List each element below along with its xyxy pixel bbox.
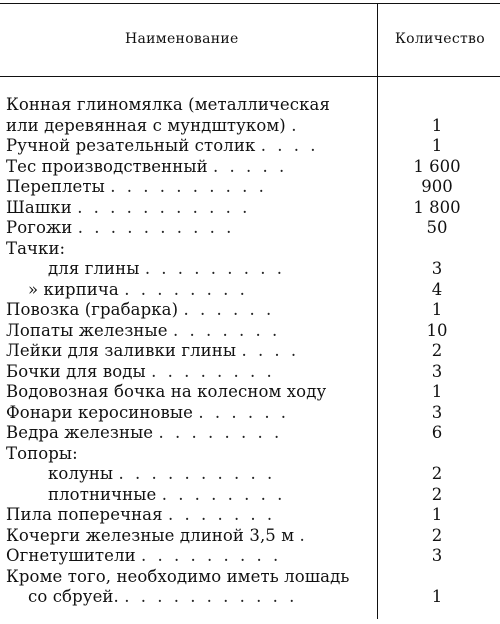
table-row (0, 239, 500, 260)
name-column-header: Наименование (125, 31, 239, 47)
item-name (6, 403, 289, 423)
item-name (6, 198, 250, 218)
item-name (6, 362, 275, 382)
item-name (6, 526, 308, 546)
item-label: Повозка (грабарка) (6, 300, 179, 319)
leader-dots: . . . . (241, 341, 300, 360)
item-quantity: 2 (431, 525, 443, 545)
table-row (0, 157, 500, 178)
item-label: со сбруей. (28, 587, 119, 606)
table-body (0, 95, 500, 608)
table-row (0, 198, 500, 219)
item-name (6, 95, 330, 115)
item-name (6, 444, 78, 464)
item-name (28, 587, 297, 607)
leader-dots: . . . . . . . . (124, 279, 248, 299)
item-quantity: 1 800 (413, 197, 461, 217)
item-quantity: 3 (431, 546, 443, 565)
item-label: Водовозная бочка на колесном ходу (6, 382, 327, 401)
leader-dots: . . . . . (213, 156, 288, 176)
item-quantity: 1 600 (413, 156, 461, 176)
item-label: или деревянная с мундштуком) (6, 115, 286, 135)
item-name (6, 321, 280, 341)
leader-dots: . . . . . . . . . . . (124, 587, 298, 606)
item-quantity: 10 (426, 320, 448, 340)
item-name (6, 116, 299, 136)
item-label: Тачки: (6, 238, 66, 258)
item-label: Рогожи (6, 218, 73, 237)
item-label: Бочки для воды (6, 361, 146, 381)
item-label: для глины (48, 259, 140, 278)
item-quantity: 2 (431, 484, 443, 504)
item-name (28, 280, 248, 300)
item-quantity: 2 (431, 464, 443, 483)
table-row (0, 464, 500, 485)
item-label: Лейки для заливки глины (6, 341, 237, 360)
item-label: » кирпича (28, 279, 119, 299)
leader-dots: . . . . . . . . . . (77, 218, 235, 237)
item-name (6, 546, 281, 566)
table-row (0, 177, 500, 198)
item-label: Пила поперечная (6, 505, 163, 524)
table-row (0, 300, 500, 321)
item-label: Топоры: (6, 443, 78, 463)
table-row (0, 136, 500, 157)
leader-dots: . . . . . . . (167, 505, 276, 524)
item-name (6, 567, 349, 587)
item-name (6, 136, 318, 156)
item-name (48, 485, 285, 505)
table-row (0, 259, 500, 280)
header-rule (0, 76, 500, 77)
item-label: плотничные (48, 484, 157, 504)
item-name (6, 157, 287, 177)
leader-dots: . (299, 525, 308, 545)
item-label: Кочерги железные длиной 3,5 м (6, 525, 295, 545)
table-row (0, 218, 500, 239)
table-row (0, 116, 500, 137)
leader-dots: . . . . . . (183, 300, 275, 319)
leader-dots: . . . . . . . . . . . (77, 197, 251, 217)
table-row (0, 505, 500, 526)
item-label: Ведра железные (6, 423, 154, 442)
item-quantity: 3 (431, 361, 443, 381)
item-label: Огнетушители (6, 546, 136, 565)
leader-dots: . . . . . . . . (161, 484, 286, 504)
item-label: Лопаты железные (6, 320, 168, 340)
item-quantity: 1 (431, 300, 443, 319)
table-row (0, 321, 500, 342)
leader-dots: . . . . . . . . (151, 361, 275, 381)
item-label: Шашки (6, 197, 72, 217)
top-rule (0, 3, 500, 4)
item-name (6, 505, 275, 525)
table-row (0, 526, 500, 547)
table-row (0, 382, 500, 403)
item-quantity: 1 (431, 505, 443, 524)
item-quantity: 1 (431, 382, 443, 401)
item-name (6, 177, 267, 197)
quantity-column-header: Количество (395, 31, 485, 47)
table-row (0, 341, 500, 362)
item-name (6, 300, 274, 320)
table-row (0, 403, 500, 424)
item-label: Тес производственный (6, 156, 208, 176)
item-quantity: 1 (431, 115, 443, 135)
item-quantity: 4 (431, 279, 443, 299)
table-row (0, 280, 500, 301)
table-row (0, 95, 500, 116)
item-quantity: 3 (431, 259, 443, 278)
table-row (0, 444, 500, 465)
leader-dots: . (291, 115, 300, 135)
table-row (0, 587, 500, 608)
table-row (0, 567, 500, 588)
item-label: Конная глиномялка (металлическая (6, 95, 330, 114)
leader-dots: . . . . . . . . (158, 423, 283, 442)
item-quantity: 6 (431, 423, 443, 442)
item-name (6, 218, 234, 238)
leader-dots: . . . . . . . . . (141, 546, 282, 565)
leader-dots: . . . . . . . . . . (118, 464, 276, 483)
item-name (6, 423, 282, 443)
item-label: Фонари керосиновые (6, 402, 193, 422)
leader-dots: . . . . . . . . . (144, 259, 285, 278)
item-quantity: 1 (431, 587, 443, 606)
item-label: колуны (48, 464, 114, 483)
item-label: Ручной резательный столик (6, 136, 256, 155)
item-label: Кроме того, необходимо иметь лошадь (6, 566, 350, 586)
table-row (0, 423, 500, 444)
leader-dots: . . . . . . . (173, 320, 281, 340)
item-quantity: 1 (431, 136, 443, 155)
leader-dots: . . . . (260, 136, 319, 155)
leader-dots: . . . . . . . . . . (110, 177, 267, 196)
table-row (0, 546, 500, 567)
item-name (6, 341, 299, 361)
item-quantity: 900 (421, 177, 453, 196)
item-name (6, 382, 326, 402)
item-quantity: 50 (426, 218, 448, 237)
item-name (48, 259, 285, 279)
table-row (0, 485, 500, 506)
item-quantity: 2 (431, 341, 443, 360)
leader-dots: . . . . . . (198, 402, 290, 422)
table-row (0, 362, 500, 383)
item-name (48, 464, 275, 484)
item-name (6, 239, 65, 259)
item-quantity: 3 (431, 402, 443, 422)
item-label: Переплеты (6, 177, 105, 196)
